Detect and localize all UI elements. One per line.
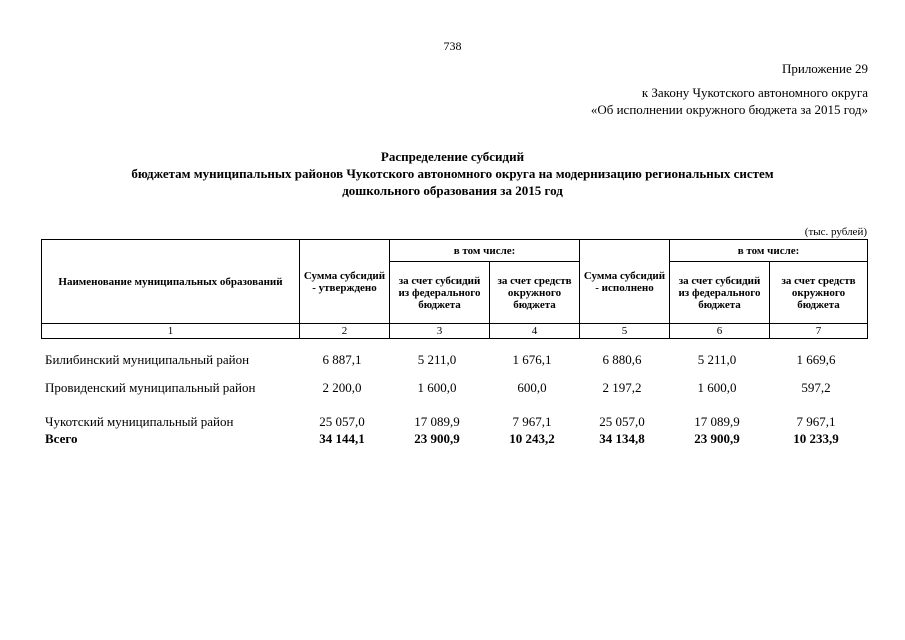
row-name: Билибинский муниципальный район xyxy=(45,352,250,367)
column-number: 2 xyxy=(300,324,390,339)
header-including-2: в том числе: xyxy=(670,240,868,262)
column-number: 1 xyxy=(42,324,300,339)
cell-regional-1: 1 676,1 xyxy=(512,352,552,367)
cell-executed: 25 057,0 xyxy=(599,414,645,429)
subsidy-table-header xyxy=(41,239,868,339)
header-federal-1: за счет субсидий из федерального бюджета xyxy=(390,262,490,324)
cell-federal-1: 5 211,0 xyxy=(417,352,457,367)
subsidy-table-body xyxy=(41,346,867,447)
appendix-title: Приложение 29 xyxy=(781,61,868,76)
cell-federal-2: 5 211,0 xyxy=(697,352,737,367)
cell-approved: 2 200,0 xyxy=(322,380,362,395)
cell-federal-1: 1 600,0 xyxy=(417,380,457,395)
header-federal-2: за счет субсидий из федерального бюджета xyxy=(670,262,770,324)
cell-federal-2: 17 089,9 xyxy=(694,414,740,429)
cell-regional-2: 597,2 xyxy=(801,380,831,395)
appendix-law-line-2: «Об исполнении окружного бюджета за 2015 год» xyxy=(590,102,868,117)
header-regional-2: за счет средств окружного бюджета xyxy=(770,262,868,324)
cell-federal-1: 17 089,9 xyxy=(414,414,460,429)
total-federal-2: 23 900,9 xyxy=(694,430,740,446)
cell-regional-1: 7 967,1 xyxy=(512,414,552,429)
header-including-1: в том числе: xyxy=(390,240,580,262)
heading-line-1: Распределение субсидий xyxy=(380,149,525,164)
appendix-law-reference xyxy=(591,84,868,118)
total-federal-1: 23 900,9 xyxy=(414,430,460,446)
cell-regional-2: 1 669,6 xyxy=(796,352,836,367)
total-executed: 34 134,8 xyxy=(599,430,645,446)
column-number: 5 xyxy=(580,324,670,339)
cell-approved: 6 887,1 xyxy=(322,352,362,367)
column-number: 7 xyxy=(770,324,868,339)
total-label: Всего xyxy=(45,430,78,446)
header-approved: Сумма субсидий - утверждено xyxy=(300,240,390,324)
row-name: Провиденский муниципальный район xyxy=(45,380,256,395)
column-number: 6 xyxy=(670,324,770,339)
table-row xyxy=(41,374,867,402)
appendix-law-line-1: к Закону Чукотского автономного округа xyxy=(641,85,868,100)
document-heading xyxy=(0,148,905,199)
page-number: 738 xyxy=(443,39,462,53)
table-row xyxy=(41,346,867,374)
column-number: 3 xyxy=(390,324,490,339)
cell-regional-2: 7 967,1 xyxy=(796,414,836,429)
units-note: (тыс. рублей) xyxy=(804,226,867,238)
cell-regional-1: 600,0 xyxy=(517,380,547,395)
cell-executed: 2 197,2 xyxy=(602,380,642,395)
total-approved: 34 144,1 xyxy=(319,430,365,446)
heading-line-3: дошкольного образования за 2015 год xyxy=(342,183,563,198)
column-number: 4 xyxy=(490,324,580,339)
total-regional-1: 10 243,2 xyxy=(509,430,555,446)
cell-approved: 25 057,0 xyxy=(319,414,365,429)
heading-line-2: бюджетам муниципальных районов Чукотского автономного округа на модернизацию региональных систем xyxy=(131,166,774,181)
total-regional-2: 10 233,9 xyxy=(793,430,839,446)
table-row xyxy=(41,402,867,430)
table-total-row xyxy=(41,430,867,447)
cell-federal-2: 1 600,0 xyxy=(697,380,737,395)
header-regional-1: за счет средств окружного бюджета xyxy=(490,262,580,324)
header-name: Наименование муниципальных образований xyxy=(42,240,300,324)
cell-executed: 6 880,6 xyxy=(602,352,642,367)
header-executed: Сумма субсидий - исполнено xyxy=(580,240,670,324)
row-name: Чукотский муниципальный район xyxy=(45,414,234,429)
